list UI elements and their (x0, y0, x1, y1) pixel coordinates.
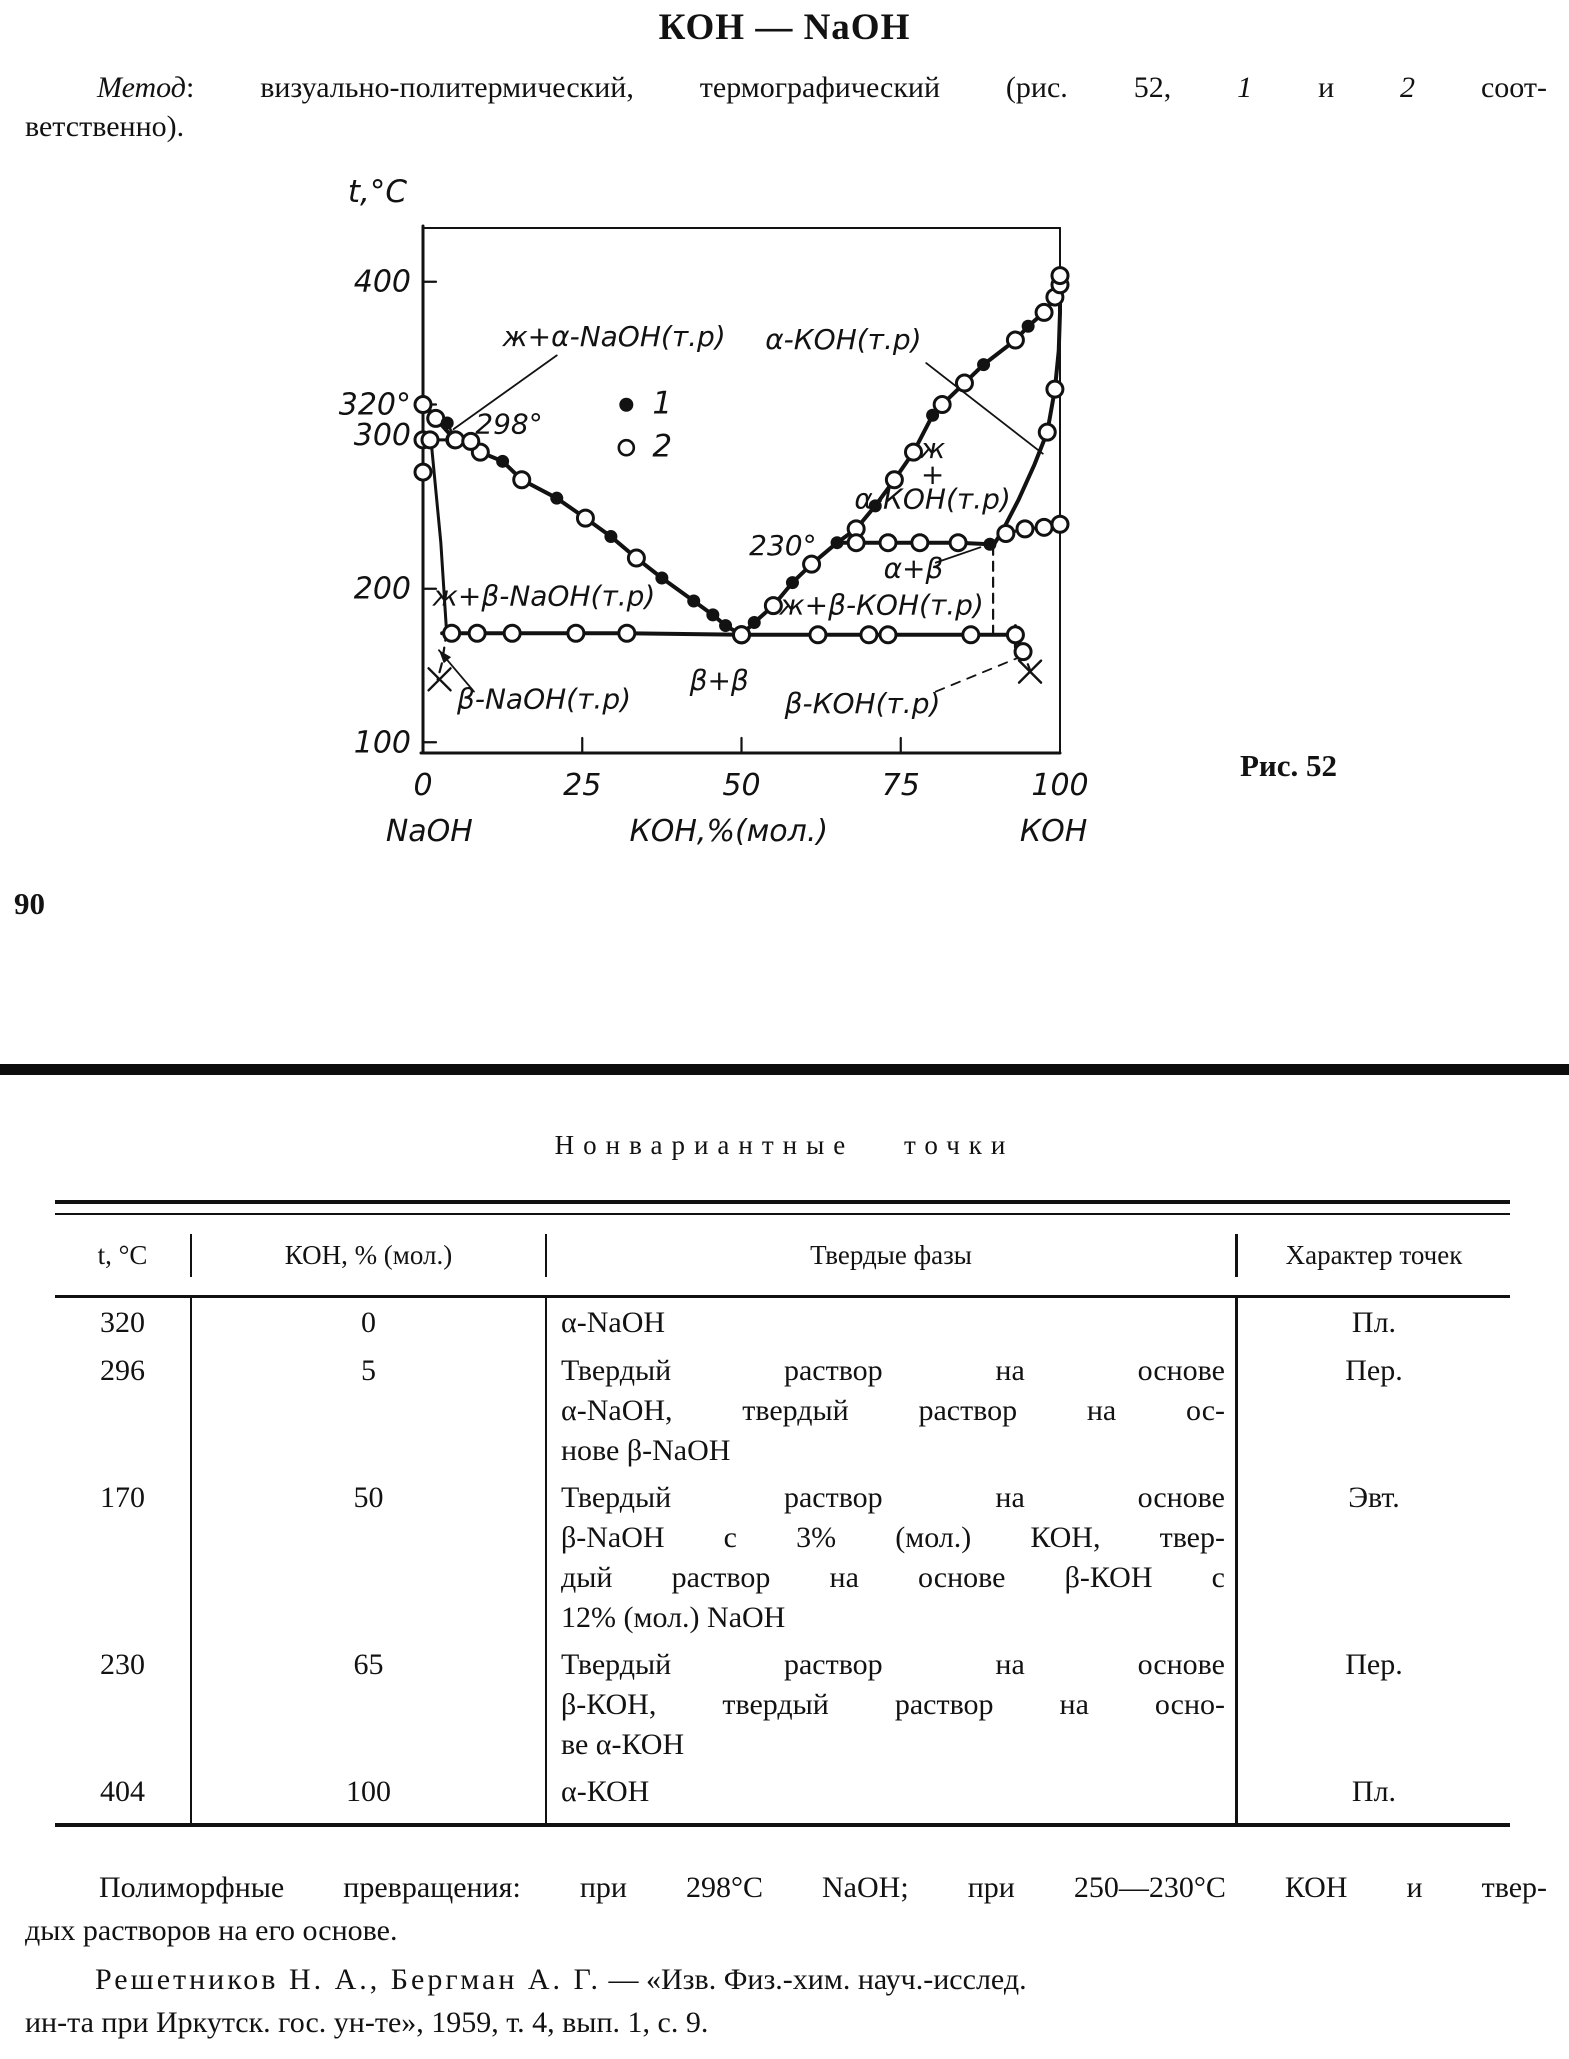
data-point-open (1015, 644, 1031, 660)
data-point-open (444, 625, 460, 641)
data-point-filled (441, 416, 454, 429)
data-point-open (1047, 381, 1063, 397)
phase-line: Твердый раствор на основе (561, 1354, 1225, 1387)
x-tick-label: 25 (563, 768, 602, 803)
data-point-open (1007, 332, 1023, 348)
cell-solid-phases (545, 1346, 1235, 1473)
legend-label: 2 (652, 428, 673, 465)
x-axis-title: КОН,%(мол.) (629, 814, 829, 849)
x-axis-right-label: КОН (1019, 814, 1088, 849)
data-point-open (628, 550, 644, 566)
note-line2: дых растворов на его основе. (25, 1914, 398, 1947)
y-tick-label: 300 (353, 418, 411, 454)
cell-koh-percent: 50 (190, 1473, 545, 1640)
table-row (55, 1346, 1510, 1473)
phase-line: Твердый раствор на основе (561, 1481, 1225, 1514)
phase-diagram (330, 158, 1090, 868)
data-point-open (568, 625, 584, 641)
legend-label: 1 (652, 385, 673, 422)
data-point-open (734, 627, 750, 643)
figure-label: 298° (475, 407, 543, 441)
figure-label: β-NaOH(т.р) (457, 682, 632, 716)
cell-point-character: Пл. (1235, 1298, 1510, 1346)
data-point-open (447, 432, 463, 448)
figure-label: 230° (749, 528, 817, 562)
method-line2: ветственно). (25, 110, 185, 143)
data-point-open (1039, 424, 1055, 440)
data-point-open (422, 432, 438, 448)
figure-label: ж (919, 432, 946, 466)
column-header-koh: КОН, % (мол.) (190, 1234, 545, 1277)
figure-label: α-КОН(т.р) (765, 323, 922, 357)
table-title: Нонвариантные точки (554, 1130, 1015, 1160)
data-point-open (950, 535, 966, 551)
data-point-open (934, 397, 950, 413)
phase-line: Твердый раствор на основе (561, 1648, 1225, 1681)
cell-point-character: Пл. (1235, 1767, 1510, 1823)
data-point-open (415, 397, 431, 413)
cell-solid-phases (545, 1767, 1235, 1823)
data-point-open (810, 627, 826, 643)
figure-label: ж+α-NaOH(т.р) (502, 319, 726, 353)
data-point-open (998, 525, 1014, 541)
phase-line: дый раствор на основе β-КОН с (561, 1561, 1225, 1594)
note-line1: Полиморфные превращения: при 298°С NaOH; при 250—230°С КОН и твер- (99, 1871, 1547, 1904)
column-header-phases: Твердые фазы (545, 1234, 1235, 1277)
data-point-filled (687, 595, 700, 608)
phase-line: β-NaOH с 3% (мол.) КОН, твер- (561, 1521, 1225, 1554)
x-tick-label: 0 (413, 768, 433, 803)
method-label: Метод (97, 71, 186, 104)
series-eutectic-170 (442, 633, 1015, 635)
figure-label: α-КОН(т.р) (854, 482, 1011, 516)
data-point-filled (983, 538, 996, 551)
phase-line: 12% (мол.) NaOH (561, 1601, 786, 1634)
method-paragraph (25, 68, 1547, 146)
column-header-character: Характер точек (1235, 1234, 1510, 1277)
reference-paragraph (25, 1958, 1547, 2044)
column-header-t: t, °C (97, 1239, 148, 1270)
data-point-open (963, 627, 979, 643)
data-point-open (514, 472, 530, 488)
page-title: КОН — NaOH (658, 7, 911, 48)
legend-marker-open (619, 440, 634, 455)
reference-line2: ин-та при Иркутск. гос. ун-те», 1959, т. 4, вып. 1, с. 9. (25, 2006, 709, 2039)
data-point-open (577, 510, 593, 526)
data-point-filled (1022, 320, 1035, 333)
table-bottom-rule (55, 1823, 1510, 1827)
phase-line: нове β-NaOH (561, 1434, 731, 1467)
phase-line: α-NaOH (561, 1306, 666, 1339)
y-tick-label: 100 (353, 725, 411, 761)
cell-koh-percent: 65 (190, 1640, 545, 1767)
data-point-filled (977, 358, 990, 371)
cell-solid-phases (545, 1473, 1235, 1640)
y-tick-label: 320° (338, 387, 411, 423)
x-tick-label: 75 (881, 768, 920, 803)
data-point-filled (496, 455, 509, 468)
legend-marker-filled (619, 398, 633, 412)
page-number: 90 (14, 886, 45, 921)
cell-point-character: Эвт. (1235, 1473, 1510, 1640)
cell-point-character: Пер. (1235, 1346, 1510, 1473)
cell-koh-percent: 0 (190, 1298, 545, 1346)
data-point-filled (655, 572, 668, 585)
data-point-filled (719, 619, 732, 632)
data-point-open (956, 375, 972, 391)
figure-label: β-КОН(т.р) (784, 686, 941, 720)
reference-authors: Решетников Н. А., Бергман А. Г. (95, 1963, 602, 1996)
phase-line: β-КОН, твердый раствор на осно- (561, 1688, 1225, 1721)
data-point-filled (604, 530, 617, 543)
phase-line: α-КОН (561, 1775, 650, 1808)
cell-solid-phases (545, 1640, 1235, 1767)
data-point-open (469, 625, 485, 641)
data-point-open (1052, 268, 1068, 284)
data-point-filled (550, 492, 563, 505)
x-tick-label: 100 (1031, 768, 1089, 803)
table-header-row (55, 1215, 1510, 1295)
section-divider-bar (0, 1064, 1569, 1075)
figure-caption: Рис. 52 (1240, 748, 1338, 783)
cell-koh-percent: 5 (190, 1346, 545, 1473)
x-axis-left-label: NaOH (385, 814, 473, 849)
y-tick-label: 200 (353, 571, 411, 607)
data-point-filled (748, 616, 761, 629)
data-point-open (619, 625, 635, 641)
data-point-open (861, 627, 877, 643)
table-body (55, 1298, 1510, 1823)
invariant-points-table (55, 1200, 1510, 1827)
phase-line: α-NaOH, твердый раствор на ос- (561, 1394, 1225, 1427)
y-axis-title: t,°C (347, 174, 407, 210)
data-point-open (504, 625, 520, 641)
data-point-open (1017, 521, 1033, 537)
figure-label: ж+β-NaOH(т.р) (432, 579, 656, 613)
data-point-open (880, 627, 896, 643)
figure-label: β+β (689, 663, 749, 697)
method-line1: Метод: визуально-политермический, термографический (рис. 52, 1 и 2 соот- (97, 71, 1547, 104)
cell-koh-percent: 100 (190, 1767, 545, 1823)
table-row (55, 1640, 1510, 1767)
cell-temperature: 320 (100, 1306, 145, 1339)
data-point-filled (706, 608, 719, 621)
data-point-open (1052, 516, 1068, 532)
data-point-filled (786, 576, 799, 589)
cell-temperature: 296 (100, 1354, 145, 1387)
data-point-open (1007, 627, 1023, 643)
table-row (55, 1298, 1510, 1346)
data-point-filled (831, 536, 844, 549)
cell-temperature: 170 (100, 1481, 145, 1514)
table-row (55, 1767, 1510, 1823)
cell-temperature: 230 (100, 1648, 145, 1681)
figure-label: α+β (883, 551, 944, 585)
table-top-rule (55, 1200, 1510, 1215)
figure-label: ж+β-КОН(т.р) (779, 588, 984, 622)
leader-beta-koh (936, 656, 1022, 691)
data-point-open (848, 535, 864, 551)
y-tick-label: 400 (353, 264, 411, 300)
polymorphic-note (25, 1866, 1547, 1952)
data-point-open (1036, 304, 1052, 320)
cell-solid-phases (545, 1298, 1235, 1346)
reference-line1: Решетников Н. А., Бергман А. Г. — «Изв. Физ.-хим. науч.-исслед. (95, 1963, 1027, 1996)
table-row (55, 1473, 1510, 1640)
cell-point-character: Пер. (1235, 1640, 1510, 1767)
figure-label: + (920, 458, 945, 492)
data-point-open (1036, 519, 1052, 535)
data-point-open (880, 535, 896, 551)
data-point-open (415, 464, 431, 480)
phase-line: ве α-КОН (561, 1728, 685, 1761)
cell-temperature: 404 (100, 1775, 145, 1808)
data-point-open (912, 535, 928, 551)
x-tick-label: 50 (722, 768, 761, 803)
